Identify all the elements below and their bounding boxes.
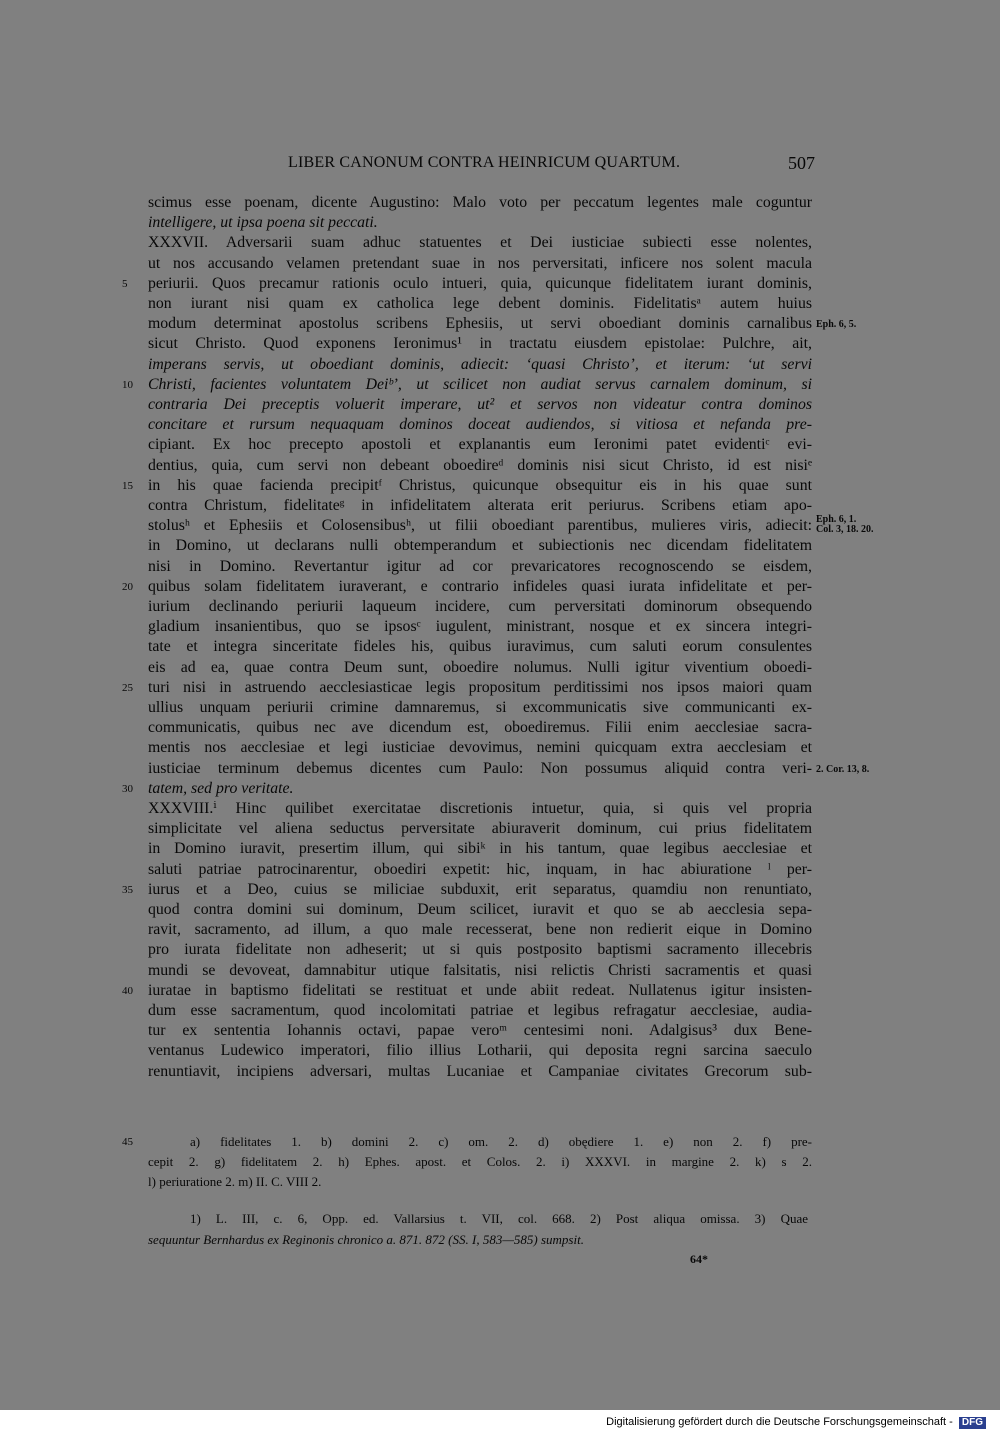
body-line: simplicitate vel aliena seductus perversitate abiuraverit dominum, cui prius fidelitatem xyxy=(148,820,812,838)
body-line: concitare et rursum nequaquam dominos doceat audiendos, si vitiosa et nefanda pre- xyxy=(148,416,812,434)
footnote-line: sequuntur Bernhardus ex Reginonis chronico a. 871. 872 (SS. I, 583—585) sumpsit. xyxy=(148,1232,584,1247)
footnote-line: 1) L. III, c. 6, Opp. ed. Vallarsius t. VII, col. 668. 2) Post aliqua omissa. 3) Quae xyxy=(190,1211,808,1226)
line-number: 30 xyxy=(122,782,133,795)
body-line: ravit, sacramento, ad illum, a quo male recesserat, bene non redierit eique in Domino xyxy=(148,921,812,939)
body-line: iurus et a Deo, cuius se miliciae subduxit, erit separatus, quamdiu non renuntiato, xyxy=(148,880,812,898)
body-line: tur ex sententia Iohannis octavi, papae veroᵐ centesimi noni. Adalgisus³ dux Bene- xyxy=(148,1022,812,1040)
digitization-credit xyxy=(606,1416,986,1429)
running-title: LIBER CANONUM CONTRA HEINRICUM QUARTUM. xyxy=(288,154,681,171)
apparatus-line: cepit 2. g) fidelitatem 2. h) Ephes. apost. et Colos. 2. i) XXXVI. in margine 2. k) s 2. xyxy=(148,1154,812,1169)
margin-reference: Eph. 6, 1. xyxy=(816,514,857,526)
body-line: XXXVIII.ⁱ Hinc quilibet exercitatae discretionis intuetur, quia, si quis vel propria xyxy=(148,800,812,817)
body-line: communicatis, quibus nec ave dicendum est, oboediremus. Filii enim aecclesiae sacra- xyxy=(148,719,812,737)
body-line: gladium insanientibus, quo se ipsosᶜ iugulent, ministrant, nosque et ex sincera integri- xyxy=(148,618,812,636)
body-line: quod contra domini sui dominum, Deum scilicet, iuravit et quo se ab aecclesia sepa- xyxy=(148,901,812,918)
body-line: non iurant nisi quam ex catholica lege debent dominis. Fidelitatisᵃ autem huius xyxy=(148,295,812,312)
body-line: renuntiavit, incipiens adversari, multas Lucaniae et Campaniae civitates Grecorum sub- xyxy=(148,1062,812,1080)
body-line: contra Christum, fidelitateᵍ in infidelitatem alterata erit periurus. Scribens etiam apo- xyxy=(148,497,812,514)
body-line: in his quae facienda precipitᶠ Christus, quicunque obsequitur eis in his quae sunt xyxy=(148,476,812,494)
line-number: 15 xyxy=(122,479,133,492)
margin-reference: 2. Cor. 13, 8. xyxy=(816,763,870,775)
apparatus-line: l) periuratione 2. m) II. C. VIII 2. xyxy=(148,1174,322,1189)
body-line: dentius, quia, cum servi non debeant oboedireᵈ dominis nisi sicut Christo, id est nisiᵉ xyxy=(148,456,812,474)
body-line: tate et integra sinceritate fideles his, quibus iuravimus, cum saluti eorum consulentes xyxy=(148,638,812,656)
body-line: periurii. Quos precamur rationis oculo intueri, quia, quicunque fidelitatem iurant dominis, xyxy=(148,274,812,292)
body-line: turi nisi in astruendo aecclesiasticae legis propositum perditissimi nos ipsos maiori quam xyxy=(148,678,812,696)
line-number: 10 xyxy=(122,378,133,391)
body-line: eis ad ea, quae contra Deum sunt, oboedire nolumus. Nulli igitur viventium oboedi- xyxy=(148,658,812,676)
body-line: quibus solam fidelitatem iuraverant, e contrario infideles quasi iurata infidelitate et per- xyxy=(148,577,812,595)
apparatus-line: a) fidelitates 1. b) domini 2. c) om. 2. d) obędiere 1. e) non 2. f) pre- xyxy=(190,1134,812,1149)
body-line: iuratae in baptismo fidelitati se restituat et unde abiit redeat. Nullatenus igitur insisten- xyxy=(148,981,812,999)
body-line: XXXVII. Adversarii suam adhuc statuentes et Dei iusticiae subiecti esse nolentes, xyxy=(148,234,812,252)
body-line: dum esse sacramentum, quod incolomitati patriae et legibus refragatur aecclesiae, audia- xyxy=(148,1002,812,1019)
body-line: saluti patriae patrocinarentur, oboediri expetit: hic, inquam, in hac abiuratione ˡ per- xyxy=(148,860,812,878)
signature-mark: 64* xyxy=(690,1252,708,1266)
line-number: 20 xyxy=(122,580,133,593)
body-line: Christi, facientes voluntatem Deiᵇ’, ut scilicet non audiat servus carnalem dominum, si xyxy=(148,375,812,393)
body-line: mentis nos aecclesiae et legi iusticiae devovimus, nemini quicquam extra aecclesiam et xyxy=(148,739,812,757)
body-line: modum determinat apostolus scribens Ephesiis, ut servi oboediant dominis carnalibus xyxy=(148,315,812,333)
body-line: iurium declinando periurii laqueum incidere, cum perversitati dominorum obsequendo xyxy=(148,598,812,615)
line-number: 40 xyxy=(122,984,133,997)
line-number: 5 xyxy=(122,277,128,290)
margin-reference: Eph. 6, 5. xyxy=(816,319,857,331)
body-line: cipiant. Ex hoc precepto apostoli et explanantis eum Ieronimi patet evidentiᶜ evi- xyxy=(148,436,812,454)
body-line: in Domino iuravit, presertim illum, qui sibiᵏ in his tantum, quae legibus aecclesiae et xyxy=(148,840,812,858)
body-line: scimus esse poenam, dicente Augustino: Malo voto per peccatum legentes male coguntur xyxy=(148,194,812,211)
body-line: pro iurata fidelitate non adheserit; ut si quis postposito baptismi sacramento illecebris xyxy=(148,941,812,959)
body-line: iusticiae terminum debemus dicentes cum Paulo: Non possumus aliquid contra veri- xyxy=(148,759,812,777)
body-line: ut nos accusando velamen pretendant suae in nos perversitati, inficere nos solent macula xyxy=(148,254,812,272)
line-number: 45 xyxy=(122,1136,133,1148)
line-number: 35 xyxy=(122,883,133,896)
line-number: 25 xyxy=(122,681,133,694)
margin-reference: Col. 3, 18. 20. xyxy=(816,524,874,536)
body-line: nisi in Domino. Revertantur igitur ad cor prevaricatores recognoscendo se eisdem, xyxy=(148,557,812,575)
dfg-logo: DFG xyxy=(959,1417,986,1429)
body-line: sicut Christo. Quod exponens Ieronimus¹ in tractatu eiusdem epistolae: Pulchre, ait, xyxy=(148,335,812,353)
body-line: imperans servis, ut oboediant dominis, adiecit: ‘quasi Christo’, et iterum: ‘ut servi xyxy=(148,355,812,373)
page-header xyxy=(0,152,1000,176)
body-line: tatem, sed pro veritate. xyxy=(148,779,294,797)
body-line: ullius unquam periurii crimine damnaremus, si excommunicatis sive communicanti ex- xyxy=(148,699,812,716)
body-line: intelligere, ut ipsa poena sit peccati. xyxy=(148,214,378,232)
page-number: 507 xyxy=(788,153,815,173)
credit-text: Digitalisierung gefördert durch die Deutsche Forschungsgemeinschaft - xyxy=(606,1416,953,1428)
body-line: in Domino, ut declarans nulli obtemperandum et subiectionis nec dicendam fidelitatem xyxy=(148,537,812,555)
body-line: mundi se devoveat, damnabitur utique falsitatis, nisi relictis Christi sacramentis et quasi xyxy=(148,961,812,979)
body-line: contraria Dei preceptis voluerit imperare, ut² et servos non videatur contra dominos xyxy=(148,396,812,413)
body-line: stolusʰ et Ephesiis et Colosensibusʰ, ut filii oboediant parentibus, mulieres viris, adiecit: xyxy=(148,517,812,535)
body-line: ventanus Ludewico imperatori, filio illius Lotharii, qui deposita regni sarcina saeculo xyxy=(148,1042,812,1060)
